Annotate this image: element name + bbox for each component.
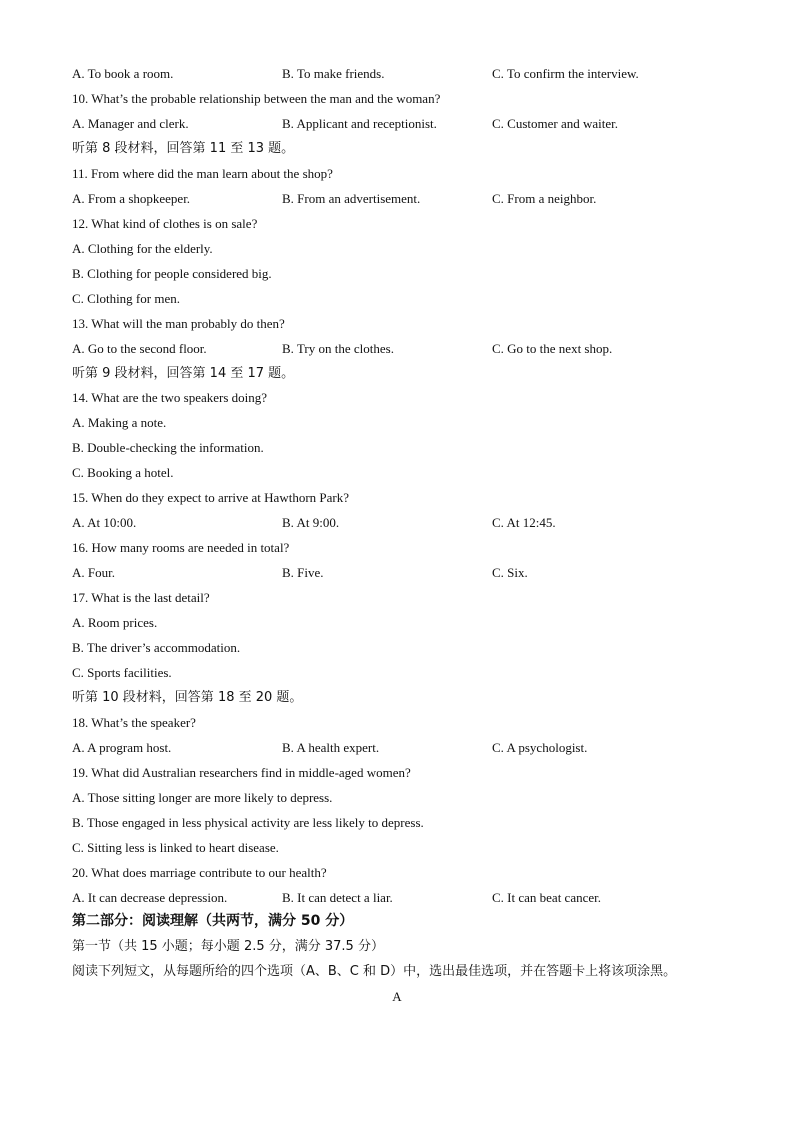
q16-option-b: B. Five. — [282, 565, 324, 580]
q17-option-c: C. Sports facilities. — [72, 665, 172, 680]
q11-options — [72, 186, 752, 211]
q19-question: 19. What did Australian researchers find in middle-aged women? — [72, 765, 411, 780]
q11-option-a: A. From a shopkeeper. — [72, 191, 191, 206]
q12-option-c: C. Clothing for men. — [72, 291, 180, 306]
q16-option-a: A. Four. — [72, 565, 115, 580]
q19-option-c: C. Sitting less is linked to heart disease. — [72, 840, 279, 855]
q19-option-a: A. Those sitting longer are more likely to depress. — [72, 790, 333, 805]
q19-option-b: B. Those engaged in less physical activity are less likely to depress. — [72, 815, 424, 830]
instruction-section-10: 听第 10 段材料，回答第 18 至 20 题。 — [72, 690, 303, 705]
q13-option-c: C. Go to the next shop. — [492, 341, 613, 356]
q17-option-a: A. Room prices. — [72, 615, 158, 630]
q11-option-b: B. From an advertisement. — [282, 191, 421, 206]
q20-option-c: C. It can beat cancer. — [492, 890, 601, 905]
q16-option-c: C. Six. — [492, 565, 528, 580]
q9-options — [72, 61, 752, 86]
q9-option-b: B. To make friends. — [282, 66, 385, 81]
q12-option-a: A. Clothing for the elderly. — [72, 241, 213, 256]
q14-question: 14. What are the two speakers doing? — [72, 390, 268, 405]
q10-options — [72, 111, 752, 136]
q10-question: 10. What’s the probable relationship between the man and the woman? — [72, 91, 441, 106]
q12-question: 12. What kind of clothes is on sale? — [72, 216, 258, 231]
instruction-section-8: 听第 8 段材料，回答第 11 至 13 题。 — [72, 141, 295, 156]
reading-instruction: 阅读下列短文，从每题所给的四个选项（A、B、C 和 D）中，选出最佳选项，并在答题卡上将该项涂黑。 — [72, 964, 677, 979]
q20-options — [72, 885, 752, 910]
q12-option-b: B. Clothing for people considered big. — [72, 266, 272, 281]
q15-question: 15. When do they expect to arrive at Hawthorn Park? — [72, 490, 349, 505]
q18-option-c: C. A psychologist. — [492, 740, 588, 755]
q14-option-c: C. Booking a hotel. — [72, 465, 174, 480]
q10-option-a: A. Manager and clerk. — [72, 116, 189, 131]
q18-options — [72, 735, 752, 760]
q17-option-b: B. The driver’s accommodation. — [72, 640, 241, 655]
q16-options — [72, 560, 752, 585]
q14-option-b: B. Double-checking the information. — [72, 440, 264, 455]
q18-question: 18. What’s the speaker? — [72, 715, 196, 730]
part-two-heading: 第二部分：阅读理解（共两节，满分 50 分） — [72, 913, 354, 929]
q9-option-a: A. To book a room. — [72, 66, 174, 81]
q17-question: 17. What is the last detail? — [72, 590, 210, 605]
q11-question: 11. From where did the man learn about the shop? — [72, 166, 333, 181]
q20-question: 20. What does marriage contribute to our health? — [72, 865, 327, 880]
passage-label: A — [392, 989, 402, 1004]
section-one-note: 第一节（共 15 小题；每小题 2.5 分，满分 37.5 分） — [72, 939, 384, 954]
q15-option-c: C. At 12:45. — [492, 515, 556, 530]
q15-options — [72, 510, 752, 535]
q13-option-a: A. Go to the second floor. — [72, 341, 207, 356]
instruction-section-9: 听第 9 段材料，回答第 14 至 17 题。 — [72, 366, 295, 381]
q13-option-b: B. Try on the clothes. — [282, 341, 394, 356]
q13-question: 13. What will the man probably do then? — [72, 316, 285, 331]
q13-options — [72, 336, 752, 361]
q11-option-c: C. From a neighbor. — [492, 191, 597, 206]
q18-option-a: A. A program host. — [72, 740, 172, 755]
q10-option-b: B. Applicant and receptionist. — [282, 116, 437, 131]
q14-option-a: A. Making a note. — [72, 415, 167, 430]
q16-question: 16. How many rooms are needed in total? — [72, 540, 290, 555]
q15-option-a: A. At 10:00. — [72, 515, 137, 530]
q9-option-c: C. To confirm the interview. — [492, 66, 639, 81]
q20-option-a: A. It can decrease depression. — [72, 890, 228, 905]
q10-option-c: C. Customer and waiter. — [492, 116, 619, 131]
q18-option-b: B. A health expert. — [282, 740, 380, 755]
q20-option-b: B. It can detect a liar. — [282, 890, 393, 905]
q15-option-b: B. At 9:00. — [282, 515, 340, 530]
